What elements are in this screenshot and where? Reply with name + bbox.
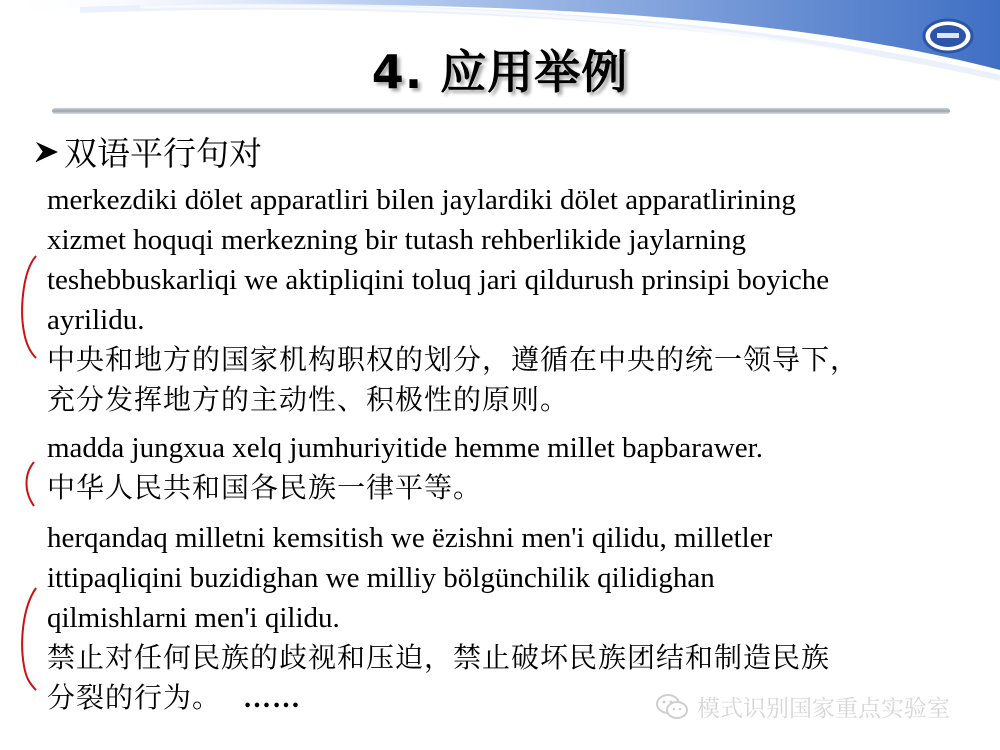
parallel-pair-2 bbox=[47, 428, 977, 508]
chinese-line: 中央和地方的国家机构职权的划分，遵循在中央的统一领导下， bbox=[47, 343, 860, 376]
parallel-pair-1 bbox=[47, 180, 977, 420]
uyghur-line: xizmet hoquqi merkezning bir tutash rehberlikide jaylarning bbox=[47, 224, 747, 256]
ellipsis: …… bbox=[243, 683, 302, 714]
bullet-text: 双语平行句对 bbox=[64, 134, 262, 173]
arrow-bullet-icon bbox=[32, 132, 62, 172]
watermark-text: 模式识别国家重点实验室 bbox=[697, 696, 950, 722]
uyghur-line: herqandaq milletni kemsitish we ëzishni men'i qilidu, milletler bbox=[47, 522, 773, 554]
uyghur-line: ittipaqliqini buzidighan we milliy bölgünchilik qilidighan bbox=[47, 562, 715, 594]
wechat-icon bbox=[655, 693, 689, 721]
title-divider bbox=[52, 108, 950, 114]
uyghur-line: qilmishlarni men'i qilidu. bbox=[47, 602, 340, 634]
chinese-line: 中华人民共和国各民族一律平等。 bbox=[47, 471, 483, 504]
chinese-line: 禁止对任何民族的歧视和压迫，禁止破坏民族团结和制造民族 bbox=[47, 641, 831, 674]
uyghur-line: teshebbuskarliqi we aktipliqini toluq jari qildurush prinsipi boyiche bbox=[47, 264, 830, 296]
red-bracket-mark bbox=[14, 252, 42, 362]
parallel-pair-3 bbox=[47, 518, 977, 719]
watermark bbox=[655, 690, 950, 723]
uyghur-line: merkezdiki dölet apparatliri bilen jaylardiki dölet apparatlirining bbox=[47, 184, 796, 216]
slide-title: 4. 应用举例 bbox=[371, 45, 629, 99]
uyghur-line: madda jungxua xelq jumhuriyitide hemme millet bapbarawer. bbox=[47, 432, 763, 464]
chinese-line-text: 分裂的行为。 bbox=[47, 681, 222, 714]
red-bracket-mark bbox=[14, 584, 42, 694]
red-bracket-mark bbox=[20, 460, 40, 508]
chinese-line: 充分发挥地方的主动性、积极性的原则。 bbox=[47, 383, 570, 416]
uyghur-line: ayrilidu. bbox=[47, 304, 145, 336]
bullet-heading bbox=[32, 128, 262, 175]
